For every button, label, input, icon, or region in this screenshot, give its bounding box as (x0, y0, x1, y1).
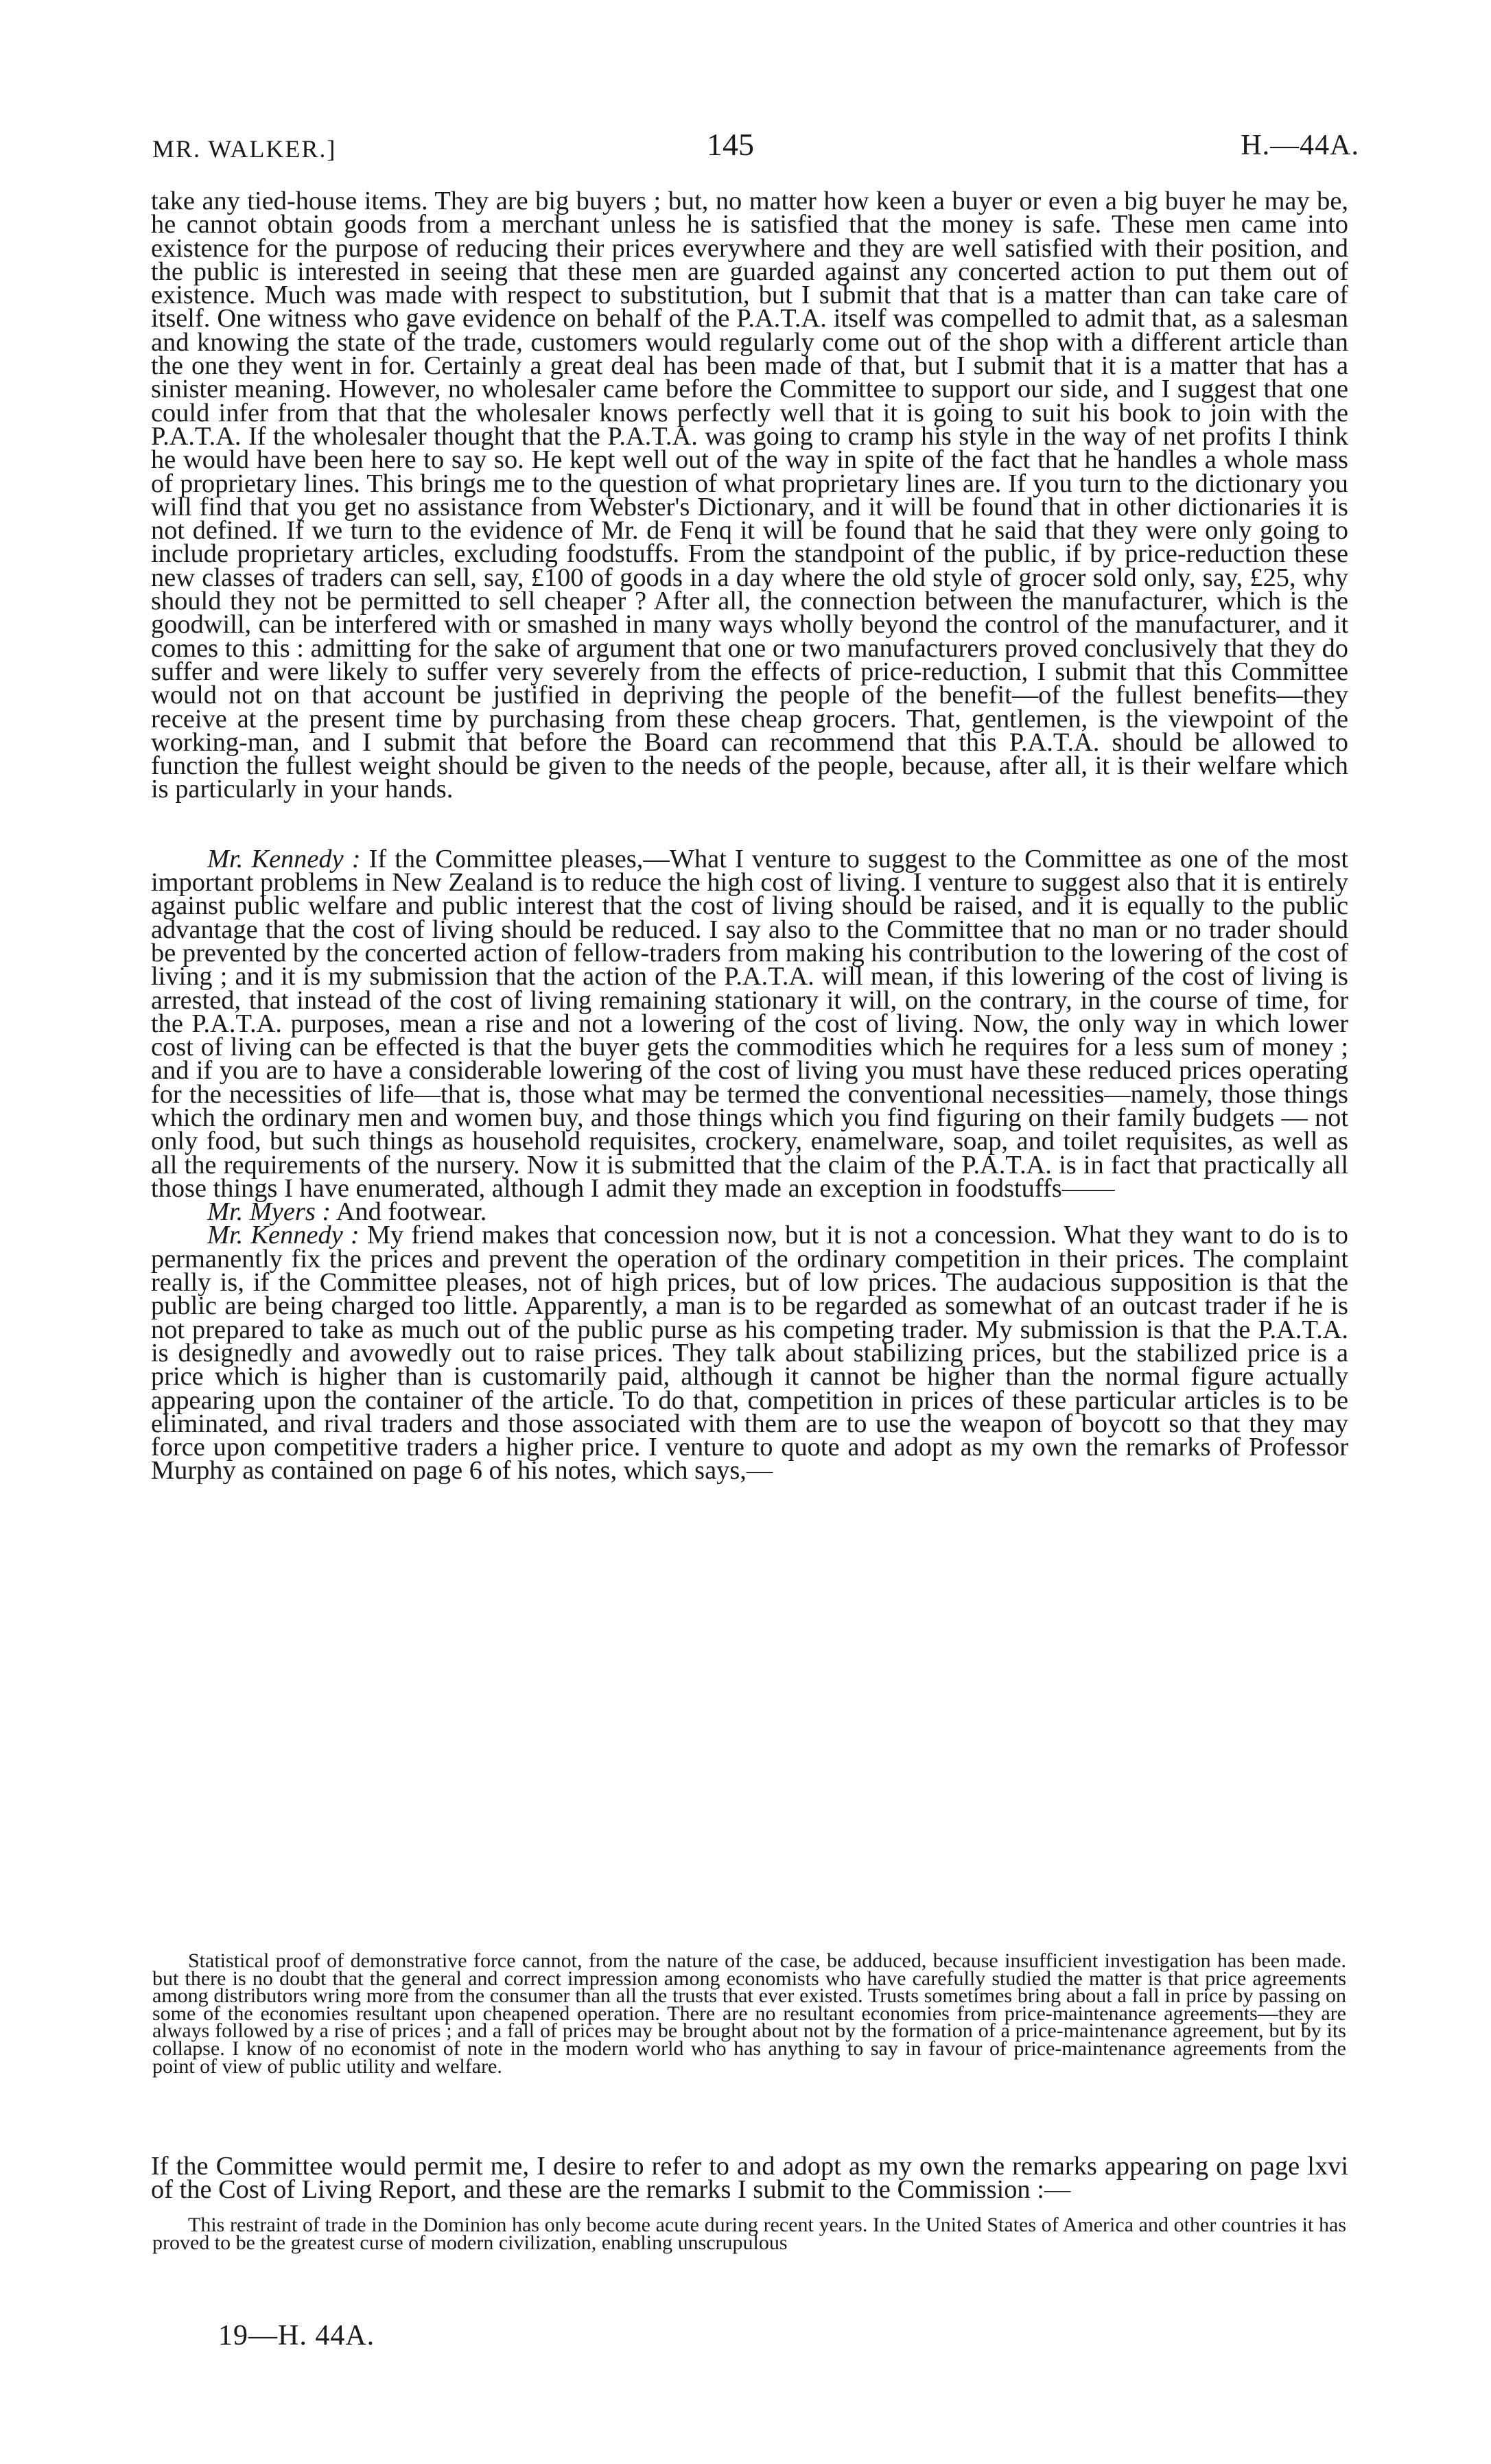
speaker-name: Mr. Kennedy : (207, 1221, 360, 1250)
paragraph-kennedy-1 (151, 844, 1348, 1203)
quote-text: Statistical proof of demonstrative force cannot, from the nature of the case, be adduced, because insufficient investigation has been made. but there is no doubt that the general and correct impression among economists who have carefully studied the matter is that price agreements among distributors wring more from the consumer than all the trusts that ever existed. Trusts sometimes bring about a fall in price by passing on some of the economies resultant upon cheapened operation. There are no resultant economies from price-maintenance agreements—they are always followed by a rise of prices ; and a fall of prices may be brought about not by the formation of a price-maintenance agreement, but by its collapse. I know of no economist of note in the modern world who has anything to say in favour of price-maintenance agreements from the point of view of public utility and welfare. (152, 1949, 1346, 2078)
closing-text (151, 2152, 1348, 2205)
paragraph-cost-of-living: If the Committee would permit me, I desire to refer to and adopt as my own the remarks appearing on page lxvi of the Cost of Living Report, and these are the remarks I submit to the Commission :— (151, 2152, 1348, 2205)
speech-text: If the Committee pleases,—What I venture to suggest to the Committee as one of the most important problems in New Zealand is to reduce the high cost of living. I venture to suggest also that it is entirely against public welfare and public interest that the cost of living should be raised, and it is equally to the public advantage that the cost of living should be reduced. I say also to the Committee that no man or no trader should be prevented by the concerted action of fellow-traders from making his contribution to the lowering of the cost of living ; and it is my submission that the action of the P.A.T.A. will mean, if this lowering of the cost of living is arrested, that instead of the cost of living remaining stationary it will, on the contrary, in the course of time, for the P.A.T.A. purposes, mean a rise and not a lowering of the cost of living. Now, the only way in which lower cost of living can be effected is that the buyer gets the commodities which he requires for a less sum of money ; and if you are to have a considerable lowering of the cost of living you must have these reduced prices operating for the necessities of life—that is, those what may be termed the conventional necessities—namely, those things which the ordinary men and women buy, and those things which you find figuring on their family budgets — not only food, but such things as household requisites, crockery, enamelware, soap, and toilet requisites, as well as all the requirements of the nursery. Now it is submitted that the claim of the P.A.T.A. is in fact that practically all those things I have enumerated, although I admit they made an exception in foodstuffs—— (151, 844, 1348, 1203)
quote-text: This restraint of trade in the Dominion has only become acute during recent years. In the United States of America and other countries it has proved to be the greatest curse of modern civilization, enabling unscrupulous (152, 2214, 1346, 2254)
paragraph-gap (151, 801, 1348, 847)
paragraph-myers (151, 1197, 1348, 1227)
speech-text: My friend makes that concession now, but it is not a concession. What they want to do is to permanently fix the prices and prevent the operation of the ordinary competition in their prices. The complaint really is, if the Committee pleases, not of high prices, but of low prices. The audacious supposition is that the public are being charged too little. Apparently, a man is to be regarded as somewhat of an outcast trader if he is not prepared to take as much out of the public purse as his competing trader. My submission is that the P.A.T.A. is designedly and avowedly out to raise prices. They talk about stabilizing prices, but the stabilized price is a price which is higher than is customarily paid, although it cannot be higher than the normal figure actually appearing upon the container of the article. To do that, competition in prices of these particular articles is to be eliminated, and rival traders and those associated with them are to use the weapon of boycott so that they may force upon competitive traders a higher price. I venture to quote and adopt as my own the remarks of Professor Murphy as contained on page 6 of his notes, which says,— (151, 1221, 1348, 1486)
speaker-name: Mr. Kennedy : (207, 844, 361, 873)
page-number: 145 (707, 127, 754, 162)
document-reference: H.—44A. (1241, 130, 1359, 161)
quotation-report (152, 2214, 1346, 2254)
quotation-murphy (152, 1949, 1346, 2078)
main-text (151, 187, 1348, 1486)
speech-text: And footwear. (331, 1197, 487, 1227)
paragraph-kennedy-2 (151, 1221, 1348, 1486)
signature-mark: 19—H. 44A. (218, 2320, 375, 2351)
header-speaker: MR. WALKER.] (152, 135, 337, 163)
paragraph-walker-continued: take any tied-house items. They are big buyers ; but, no matter how keen a buyer or even a big buyer he may be, he cannot obtain goods from a merchant unless he is satisfied that the money is safe. These men came into existence for the purpose of reducing their prices everywhere and they are well satisfied with their position, and the public is interested in seeing that these men are guarded against any concerted action to put them out of existence. Much was made with respect to substitution, but I submit that that is a matter than can take care of itself. One witness who gave evidence on behalf of the P.A.T.A. itself was compelled to admit that, as a salesman and knowing the state of the trade, customers would regularly come out of the shop with a different article than the one they went in for. Certainly a great deal has been made of that, but I submit that it is a matter that has a sinister meaning. However, no wholesaler came before the Committee to support our side, and I suggest that one could infer from that that the wholesaler knows perfectly well that it is going to suit his book to join with the P.A.T.A. If the wholesaler thought that the P.A.T.A. was going to cramp his style in the way of net profits I think he would have been here to say so. He kept well out of the way in spite of the fact that he handles a whole mass of proprietary lines. This brings me to the question of what proprietary lines are. If you turn to the dictionary you will find that you get no assistance from Webster's Dictionary, and it will be found that in other dictionaries it is not defined. If we turn to the evidence of Mr. de Fenq it will be found that he said that they were only going to include proprietary articles, excluding foodstuffs. From the standpoint of the public, if by price-reduction these new classes of traders can sell, say, £100 of goods in a day where the old style of grocer sold only, say, £25, why should they not be permitted to sell cheaper ? After all, the connection between the manufacturer, which is the goodwill, can be interfered with or smashed in many ways wholly beyond the control of the manufacturer, and it comes to this : admitting for the sake of argument that one or two manufacturers proved conclusively that they do suffer and were likely to suffer very severely from the effects of price-reduction, I submit that this Committee would not on that account be justified in depriving the people of the benefit—of the fullest benefits—they receive at the present time by purchasing from these cheap grocers. That, gentlemen, is the viewpoint of the working-man, and I submit that before the Board can recommend that this P.A.T.A. should be allowed to function the fullest weight should be given to the needs of the people, because, after all, it is their welfare which is particularly in your hands. (151, 187, 1348, 804)
speaker-name: Mr. Myers : (207, 1197, 331, 1227)
page-header (0, 126, 1491, 174)
